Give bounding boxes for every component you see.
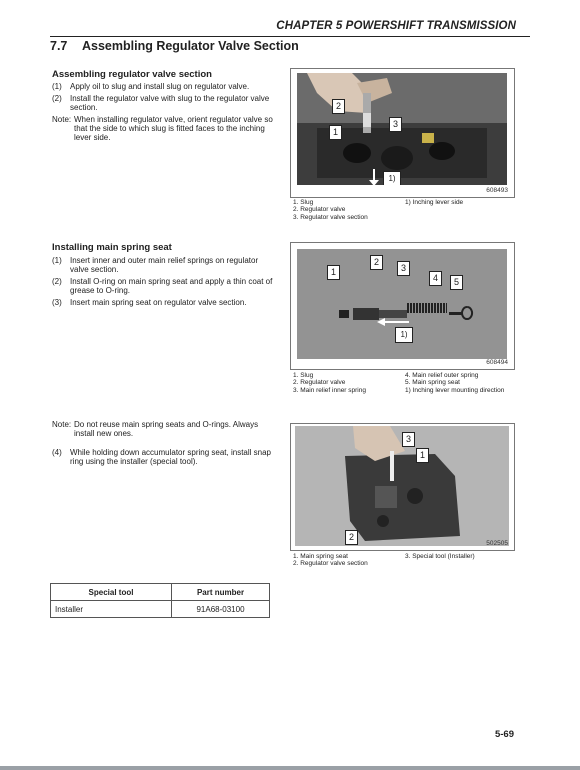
step-2 xyxy=(52,277,274,295)
caption-item: 1. Main spring seat xyxy=(293,553,348,560)
caption-item: 5. Main spring seat xyxy=(405,379,460,387)
caption-item: 2. Regulator valve section xyxy=(293,560,368,568)
callout-paren-1: 1) xyxy=(383,171,401,185)
header-rule xyxy=(50,36,530,37)
callout-3: 3 xyxy=(402,432,415,447)
caption-item: 3. Regulator valve section xyxy=(293,213,368,221)
step-text: Insert main spring seat on regulator valve section. xyxy=(70,298,247,307)
figure-3-caption-right xyxy=(405,553,475,560)
page-number: 5-69 xyxy=(494,729,514,740)
caption-item: 4. Main relief outer spring xyxy=(405,372,479,379)
figure-2-id: 608494 xyxy=(486,359,508,366)
figure-3-caption-left xyxy=(293,553,368,568)
note-text: Do not reuse main spring seats and O-rings. Always install new ones. xyxy=(74,420,259,439)
note-reuse xyxy=(52,420,274,438)
figure-3-photo xyxy=(295,426,509,546)
callout-3: 3 xyxy=(397,261,410,276)
figure-1-id: 608493 xyxy=(486,187,508,194)
figure-2-photo xyxy=(297,249,507,359)
table-header-row xyxy=(51,584,270,601)
step-number: (1) xyxy=(52,256,62,265)
figure-1-caption-left xyxy=(293,199,368,221)
note-label: Note: xyxy=(52,115,72,124)
cell-tool-name: Installer xyxy=(51,601,172,618)
direction-arrow-icon xyxy=(377,317,409,327)
figure-2-frame xyxy=(290,242,515,370)
step-1 xyxy=(52,82,274,91)
callout-2: 2 xyxy=(332,99,345,114)
direction-arrow-icon xyxy=(367,169,381,185)
caption-item: 1) Inching lever side xyxy=(405,199,464,206)
step-text: Install the regulator valve with slug to the regulator valve section. xyxy=(70,94,270,113)
subsection-heading-installing: Installing main spring seat xyxy=(52,242,172,253)
callout-4: 4 xyxy=(429,271,442,286)
callout-1: 1 xyxy=(416,448,429,463)
chapter-title: CHAPTER 5 POWERSHIFT TRANSMISSION xyxy=(276,20,516,32)
footer-bar xyxy=(0,766,580,770)
note-orient xyxy=(52,115,274,143)
step-number: (2) xyxy=(52,94,62,103)
figure-1-caption-right xyxy=(405,199,463,206)
figure-3-id: 502505 xyxy=(486,540,508,547)
step-number: (2) xyxy=(52,277,62,286)
special-tool-table xyxy=(50,583,270,618)
step-number: (1) xyxy=(52,82,62,91)
caption-item: 1. Slug xyxy=(293,372,314,379)
callout-2: 2 xyxy=(345,530,358,545)
callout-1: 1 xyxy=(329,125,342,140)
callout-5: 5 xyxy=(450,275,463,290)
step-number: (4) xyxy=(52,448,62,457)
step-number: (3) xyxy=(52,298,62,307)
figure-3-frame xyxy=(290,423,515,551)
figure-1-photo xyxy=(297,73,507,185)
caption-item: 3. Special tool (Installer) xyxy=(405,553,475,560)
header-part-number: Part number xyxy=(172,584,270,601)
step-text: Apply oil to slug and install slug on regulator valve. xyxy=(70,82,250,91)
step-text: Install O-ring on main spring seat and apply a thin coat of grease to O-ring. xyxy=(70,277,273,296)
section-number: 7.7 xyxy=(50,39,68,53)
subsection-heading-assembling: Assembling regulator valve section xyxy=(52,69,212,80)
callout-2: 2 xyxy=(370,255,383,270)
step-3 xyxy=(52,298,274,307)
figure-1-frame xyxy=(290,68,515,198)
figure-2-caption-left xyxy=(293,372,366,394)
caption-item: 3. Main relief inner spring xyxy=(293,386,366,394)
table-row xyxy=(51,601,270,618)
caption-item: 2. Regulator valve xyxy=(293,379,346,387)
caption-item: 2. Regulator valve xyxy=(293,206,346,214)
callout-1: 1 xyxy=(327,265,340,280)
callout-3: 3 xyxy=(389,117,402,132)
caption-item: 1. Slug xyxy=(293,199,314,206)
note-label: Note: xyxy=(52,420,72,429)
caption-item: 1) Inching lever mounting direction xyxy=(405,386,505,394)
figure-2-caption-right xyxy=(405,372,505,394)
section-title: Assembling Regulator Valve Section xyxy=(82,39,299,53)
note-text: When installing regulator valve, orient regulator valve so that the side to which slug is fitted faces to the inching lever side. xyxy=(74,115,273,143)
header-special-tool: Special tool xyxy=(51,584,172,601)
step-text: Insert inner and outer main relief springs on regulator valve section. xyxy=(70,256,259,275)
step-text: While holding down accumulator spring seat, install snap ring using the installer (special tool). xyxy=(70,448,271,467)
callout-paren-1: 1) xyxy=(395,327,413,343)
step-4 xyxy=(52,448,274,466)
step-1 xyxy=(52,256,274,274)
step-2 xyxy=(52,94,274,112)
cell-part-number: 91A68-03100 xyxy=(172,601,270,618)
